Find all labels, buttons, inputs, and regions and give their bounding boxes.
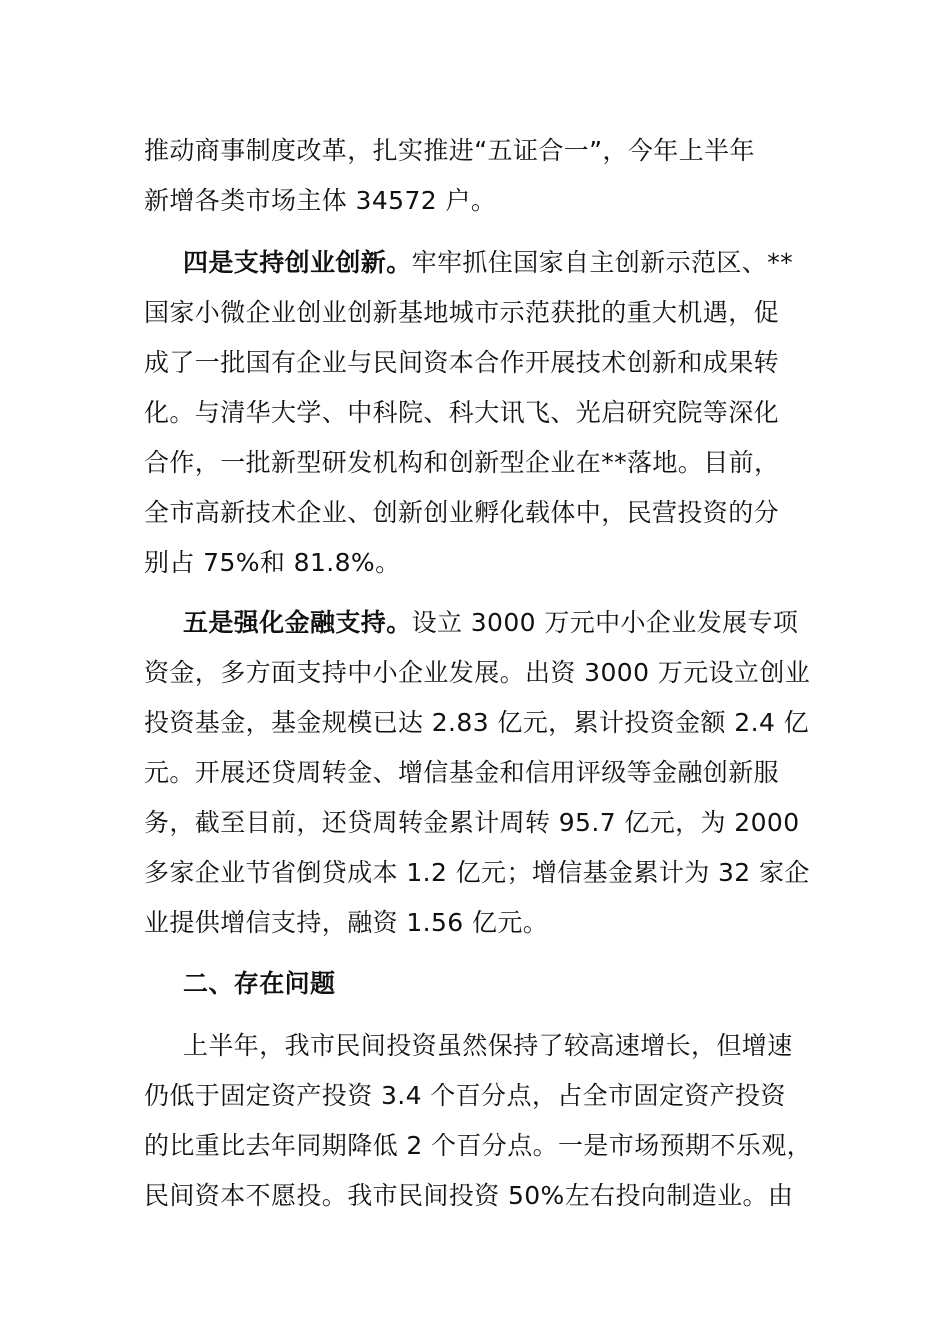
paragraph-text: 设立 3000 万元中小企业发展专项 bbox=[411, 608, 799, 637]
paragraph-line: 投资基金，基金规模已达 2.83 亿元，累计投资金额 2.4 亿 bbox=[144, 708, 810, 737]
paragraph-line: 推动商事制度改革，扎实推进“五证合一”，今年上半年 bbox=[144, 136, 755, 165]
paragraph-first-line bbox=[183, 606, 798, 640]
paragraph-line: 新增各类市场主体 34572 户。 bbox=[144, 186, 497, 215]
paragraph-line: 国家小微企业创业创新基地城市示范获批的重大机遇，促 bbox=[144, 298, 780, 327]
paragraph-line: 成了一批国有企业与民间资本合作开展技术创新和成果转 bbox=[144, 348, 780, 377]
paragraph-text: 牢牢抓住国家自主创新示范区、** bbox=[411, 248, 794, 277]
paragraph-heading: 四是支持创业创新。 bbox=[183, 248, 412, 277]
paragraph-line: 全市高新技术企业、创新创业孵化载体中，民营投资的分 bbox=[144, 498, 780, 527]
paragraph-first-line bbox=[183, 246, 793, 280]
paragraph-line: 仍低于固定资产投资 3.4 个百分点，占全市固定资产投资 bbox=[144, 1081, 786, 1110]
paragraph-line: 资金，多方面支持中小企业发展。出资 3000 万元设立创业 bbox=[144, 658, 811, 687]
paragraph-line: 多家企业节省倒贷成本 1.2 亿元；增信基金累计为 32 家企 bbox=[144, 858, 810, 887]
paragraph-heading: 五是强化金融支持。 bbox=[183, 608, 412, 637]
paragraph-line: 元。开展还贷周转金、增信基金和信用评级等金融创新服 bbox=[144, 758, 780, 787]
paragraph-line: 的比重比去年同期降低 2 个百分点。一是市场预期不乐观， bbox=[144, 1131, 813, 1160]
paragraph-line: 化。与清华大学、中科院、科大讯飞、光启研究院等深化 bbox=[144, 398, 780, 427]
paragraph-line: 合作，一批新型研发机构和创新型企业在**落地。目前， bbox=[144, 448, 780, 477]
paragraph-line: 别占 75%和 81.8%。 bbox=[144, 548, 401, 577]
paragraph-line: 民间资本不愿投。我市民间投资 50%左右投向制造业。由 bbox=[144, 1181, 794, 1210]
paragraph-line: 务，截至目前，还贷周转金累计周转 95.7 亿元，为 2000 bbox=[144, 808, 800, 837]
paragraph-line: 业提供增信支持，融资 1.56 亿元。 bbox=[144, 908, 549, 937]
section-title: 二、存在问题 bbox=[183, 969, 336, 998]
paragraph-first-line: 上半年，我市民间投资虽然保持了较高速增长，但增速 bbox=[183, 1031, 793, 1060]
